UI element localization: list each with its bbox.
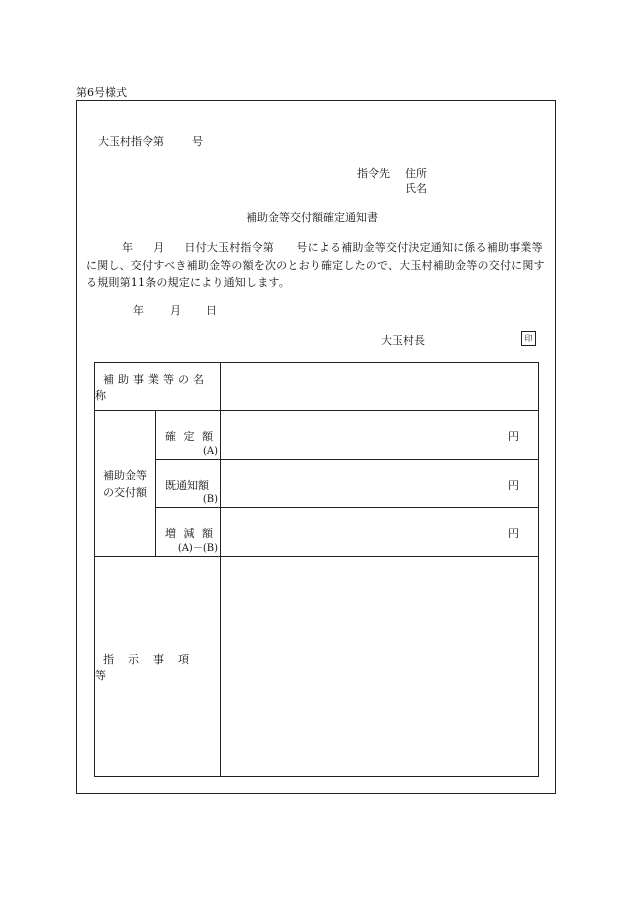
confirmed-amount-unit: 円 xyxy=(508,430,519,443)
notified-amount-unit: 円 xyxy=(508,479,519,492)
recipient-address-label: 住所 xyxy=(405,167,427,180)
issuer-ref-prefix: 大玉村指令第 xyxy=(98,135,164,148)
body-month: 月 xyxy=(153,241,165,254)
date-day: 日 xyxy=(206,304,217,317)
instructions-value xyxy=(221,557,539,777)
amount-row-difference xyxy=(95,508,539,557)
signer-title: 大玉村長 xyxy=(381,334,425,347)
difference-amount-unit: 円 xyxy=(508,527,519,540)
document-title: 補助金等交付額確定通知書 xyxy=(246,211,378,224)
confirmed-amount-value xyxy=(221,411,539,460)
difference-amount-value xyxy=(221,508,539,557)
amount-row-confirmed xyxy=(95,411,539,460)
difference-amount-label: 増 減 額 xyxy=(165,527,215,540)
instructions-row xyxy=(95,557,539,777)
body-text: 日付大玉村指令第 号による補助金等交付決定通知に係る補助事業等に関し、交付すべき補助金等の額を次のとおり確定したので、大玉村補助金等の交付に関する規則第11条の規定により通知します。 xyxy=(86,241,545,289)
notified-amount-code: (B) xyxy=(202,494,218,505)
amount-row-notified xyxy=(95,460,539,508)
project-name-row xyxy=(95,363,539,411)
amount-table xyxy=(94,362,539,777)
issuer-ref-suffix: 号 xyxy=(192,135,203,148)
confirmed-amount-code: (A) xyxy=(202,446,218,457)
form-number: 第6号様式 xyxy=(76,86,127,99)
body-year: 年 xyxy=(122,241,134,254)
date-year: 年 xyxy=(133,304,144,317)
amount-group-label-1: 補助金等 xyxy=(103,468,147,482)
date-month: 月 xyxy=(170,304,181,317)
amount-group-cell xyxy=(95,411,156,557)
recipient-label: 指令先 xyxy=(357,167,390,180)
notified-amount-label: 既通知額 xyxy=(165,479,209,492)
instructions-label: 指示事項等 xyxy=(95,652,203,682)
amount-group-label-2: の交付額 xyxy=(103,485,147,499)
body-paragraph xyxy=(86,239,548,292)
seal-mark: 印 xyxy=(521,331,536,346)
notified-amount-value xyxy=(221,460,539,508)
project-name-label: 補助事業等の名称 xyxy=(95,372,208,402)
difference-amount-code: (A)－(B) xyxy=(177,543,218,554)
recipient-name-label: 氏名 xyxy=(405,182,427,195)
confirmed-amount-label: 確 定 額 xyxy=(165,430,215,443)
project-name-value xyxy=(221,363,539,411)
